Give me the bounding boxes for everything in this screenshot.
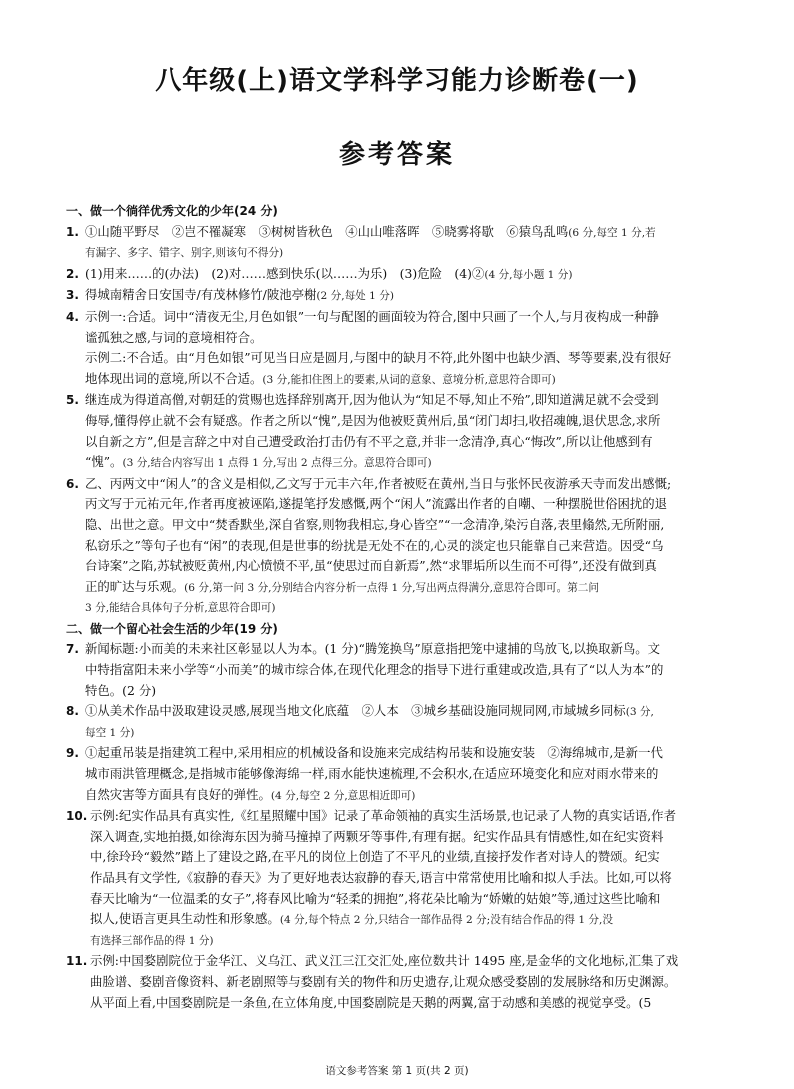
scoring-note: 每空 1 分) <box>85 726 135 739</box>
answer-text: 曲脸谱、婺剧音像资料、新老剧照等与婺剧有关的物件和历史遗存,让观众感受婺剧的发展脉络和历史渊源。 <box>90 973 677 989</box>
answer-text: 深入调查,实地拍摄,如徐海东因为骑马撞掉了两颗牙等事件,有理有据。纪实作品具有情感性,如在纪实资料 <box>90 828 664 844</box>
answer-text: 乙、丙两文中“闲人”的含义是相似,乙文写于元丰六年,作者被贬在黄州,当日与张怀民夜游承天寺而发出感慨; <box>85 475 672 491</box>
item-number: 4. <box>66 309 79 324</box>
answer-text: 丙文写于元祐元年,作者再度被诬陷,遂提笔抒发感慨,两个“闲人”流露出作者的自嘲、一种摆脱世俗困扰的退 <box>85 496 668 512</box>
answer-item-5 <box>66 390 732 473</box>
page-subtitle: 参考答案 <box>338 140 455 170</box>
answer-text: 示例:中国婺剧院位于金华江、义乌江、武义江三江交汇处,座位数共计 1495 座,是金华的文化地标,汇集了戏 <box>90 953 679 969</box>
scoring-note: (6 分,第一问 3 分,分别结合内容分析一点得 1 分,写出两点得满分,意思符合即可。第二问 <box>184 581 599 594</box>
scoring-note: (4 分,每小题 1 分) <box>484 268 573 281</box>
answer-item-9 <box>66 743 732 806</box>
page-footer: 语文参考答案 第 1 页(共 2 页) <box>325 1065 469 1077</box>
answer-text: 特色。(2 分) <box>85 682 157 698</box>
answer-text: 春天比喻为“一位温柔的女子”,将春风比喻为“轻柔的拥抱”,将花朵比喻为“娇嫩的姑娘”等,通过这些比喻和 <box>90 890 661 906</box>
answer-text: 继连成为得道高僧,对朝廷的赏赐也选择辞别离开,因为他认为“知足不辱,知止不殆”,即知道满足就不会受到 <box>85 392 659 408</box>
item-number: 6. <box>66 476 79 491</box>
item-number: 3. <box>66 288 79 303</box>
item-number: 8. <box>66 704 79 719</box>
answer-text: 中特指富阳未来小学等“小而美”的城市综合体,在现代化理念的指导下进行重建或改造,具有了“以人为本”的 <box>85 662 664 678</box>
answer-text: 地体现出词的意境,所以不合适。 <box>85 370 263 386</box>
scoring-note: 有漏字、多字、错字、别字,则该句不得分) <box>85 247 284 260</box>
answer-item-11 <box>66 951 732 1013</box>
answer-text: 示例二:不合适。由“月色如银”可见当日应是圆月,与图中的缺月不符,此外图中也缺少酒、琴等要素,没有很好 <box>85 350 672 366</box>
answer-text: 侮辱,懂得停止就不会有疑惑。作者之所以“愧”,是因为他被贬黄州后,虽“闭门却扫,收招魂魄,退伏思念,求所 <box>85 412 661 428</box>
answer-text: 从平面上看,中国婺剧院是一条鱼,在立体角度,中国婺剧院是天鹅的两翼,富于动感和美感的视觉享受。(5 <box>90 994 652 1010</box>
item-number: 7. <box>66 642 79 657</box>
scoring-note: (3 分,能扣住图上的要素,从词的意象、意境分析,意思符合即可) <box>262 373 556 386</box>
answer-item-8 <box>66 701 732 743</box>
answer-text: 得城南精舍日安国寺/有茂林修竹/陂池亭榭 <box>85 287 317 303</box>
answer-text: 示例一:合适。词中“清夜无尘,月色如银”一句与配图的画面较为符合,图中只画了一个人,与月夜构成一种静 <box>85 308 659 324</box>
answer-text: 私窃乐之”等句子也有“闲”的表现,但是世事的纷扰是无处不在的,心灵的淡定也只能靠自己来营造。因受“乌 <box>85 537 664 553</box>
answer-text: (1)用来……的(办法) (2)对……感到快乐(以……为乐) (3)危险 (4)② <box>85 265 485 281</box>
item-number: 11. <box>66 954 88 969</box>
item-number: 2. <box>66 266 79 281</box>
answer-item-1 <box>66 222 732 264</box>
item-number: 9. <box>66 746 79 761</box>
answer-text: ①从美术作品中汲取建设灵感,展现当地文化底蕴 ②人本 ③城乡基础设施同规同网,市域城乡同标 <box>85 703 626 719</box>
answer-text: 谧孤独之感,与词的意境相符合。 <box>85 329 263 345</box>
answer-text: 作品具有文学性,《寂静的春天》为了更好地表达寂静的春天,语言中常常使用比喻和拟人手法。比如,可以将 <box>90 870 672 885</box>
answer-item-10 <box>66 806 732 951</box>
scoring-note: (4 分,每空 2 分,意思相近即可) <box>270 789 416 802</box>
scoring-note: (3 分, <box>625 706 654 719</box>
answer-text: 拟人,使语言更具生动性和形象感。 <box>90 911 280 927</box>
answer-text: 示例:纪实作品具有真实性,《红星照耀中国》记录了革命领袖的真实生活场景,也记录了人物的真实话语,作者 <box>90 808 676 824</box>
answer-item-7 <box>66 639 732 701</box>
answer-text: 城市雨洪管理概念,是指城市能够像海绵一样,雨水能快速梳理,不会积水,在适应环境变化和应对雨水带来的 <box>85 766 659 782</box>
answer-item-6 <box>66 474 732 619</box>
scoring-note: 有选择三部作品的得 1 分) <box>90 934 214 947</box>
answer-item-4 <box>66 307 732 390</box>
answer-item-3 <box>66 285 732 307</box>
section-heading-1: 一、做一个徜徉优秀文化的少年(24 分) <box>66 204 278 218</box>
page-title: 八年级(上)语文学科学习能力诊断卷(一) <box>155 66 639 96</box>
item-number: 1. <box>66 224 79 239</box>
answer-body <box>66 201 732 1013</box>
scoring-note: (3 分,结合内容写出 1 点得 1 分,写出 2 点得三分。意思符合即可) <box>122 457 432 470</box>
answer-text: 隐、出世之意。甲文中“焚香默坐,深自省察,则物我相忘,身心皆空”“一念清净,染污自落,表里翛然,无所附丽, <box>85 516 665 532</box>
answer-item-2 <box>66 264 732 286</box>
answer-text: 自然灾害等方面具有良好的弹性。 <box>85 786 271 802</box>
answer-text: ①起重吊装是指建筑工程中,采用相应的机械设备和设施来完成结构吊装和设施安装 ②海绵城市,是新一代 <box>85 745 663 761</box>
answer-text: 正的旷达与乐观。 <box>85 578 185 594</box>
scoring-note: (4 分,每个特点 2 分,只结合一部作品得 2 分;没有结合作品的得 1 分,没 <box>279 914 613 927</box>
answer-text: 新闻标题:小而美的未来社区彰显以人为本。(1 分)“腾笼换鸟”原意指把笼中逮捕的鸟放飞,以换取新鸟。文 <box>85 641 661 657</box>
answer-text: ①山随平野尽 ②岂不罹凝寒 ③树树皆秋色 ④山山唯落晖 ⑤晓雾将歇 ⑥猿鸟乱鸣 <box>85 223 569 239</box>
item-number: 5. <box>66 393 79 408</box>
answer-text: 台诗案”之陷,苏轼被贬黄州,内心愤愤不平,虽“使思过而自新焉”,然“求罪垢所以生而不可得”,还没有做到真 <box>85 558 657 574</box>
answer-text: “愧”。 <box>85 454 123 470</box>
item-number: 10. <box>66 809 88 824</box>
answer-text: 中,徐玲玲“毅然”踏上了建设之路,在平凡的岗位上创造了不平凡的业绩,直接抒发作者对诗人的赞颂。纪实 <box>90 849 660 865</box>
scoring-note: 3 分,能结合具体句子分析,意思符合即可) <box>85 602 276 615</box>
answer-text: 以自新之方”,但是言辞之中对自己遭受政治打击仍有不平之意,并非一念清净,真心“悔改”,所以让他感到有 <box>85 433 653 449</box>
scoring-note: (6 分,每空 1 分,若 <box>568 226 656 239</box>
scoring-note: (2 分,每处 1 分) <box>316 290 394 303</box>
section-heading-2: 二、做一个留心社会生活的少年(19 分) <box>66 621 278 636</box>
